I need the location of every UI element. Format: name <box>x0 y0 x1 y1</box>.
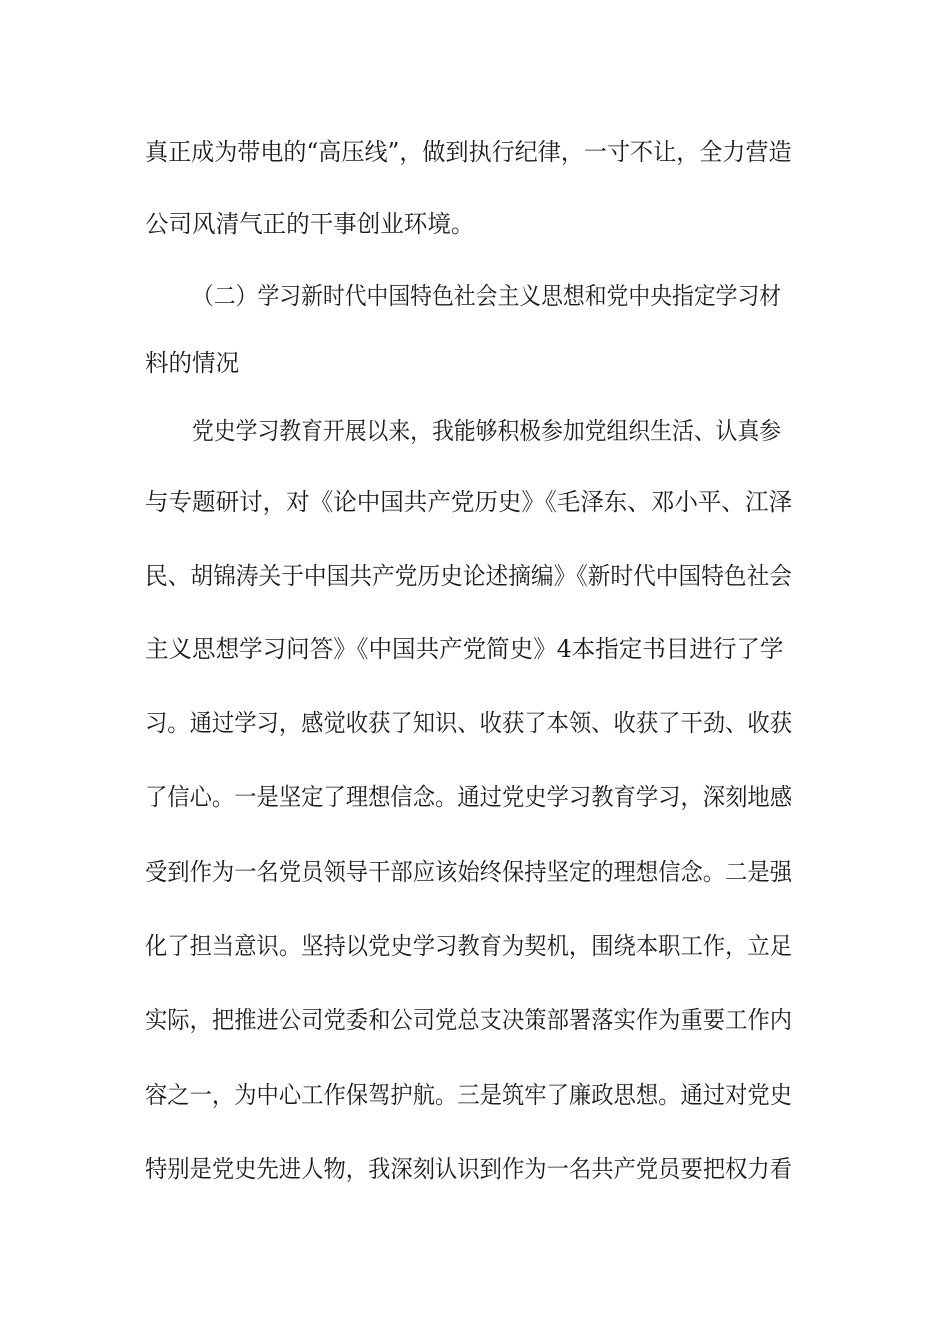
paragraph-line: 与专题研讨，对《论中国共产党历史》《毛泽东、邓小平、江泽 <box>145 488 792 516</box>
paragraph-line: 受到作为一名党员领导干部应该始终保持坚定的理想信念。二是强 <box>145 858 792 886</box>
section-heading: （二）学习新时代中国特色社会主义思想和党中央指定学习材 <box>192 282 782 310</box>
paragraph-line: 化了担当意识。坚持以党史学习教育为契机，围绕本职工作，立足 <box>145 932 792 960</box>
paragraph-line: 公司风清气正的干事创业环境。 <box>145 210 475 238</box>
section-heading: 料的情况 <box>145 349 240 377</box>
paragraph-line: 民、胡锦涛关于中国共产党历史论述摘编》《新时代中国特色社会 <box>145 562 792 590</box>
paragraph-line: 真正成为带电的“高压线”，做到执行纪律，一寸不让，全力营造 <box>145 138 792 166</box>
paragraph-line: 实际，把推进公司党委和公司党总支决策部署落实作为重要工作内 <box>145 1006 792 1034</box>
paragraph-line: 党史学习教育开展以来，我能够积极参加党组织生活、认真参 <box>192 417 782 445</box>
paragraph-line: 容之一，为中心工作保驾护航。三是筑牢了廉政思想。通过对党史 <box>145 1081 792 1109</box>
paragraph-line: 习。通过学习，感觉收获了知识、收获了本领、收获了干劲、收获 <box>145 709 792 737</box>
paragraph-line: 特别是党史先进人物，我深刻认识到作为一名共产党员要把权力看 <box>145 1155 792 1183</box>
paragraph-line: 了信心。一是坚定了理想信念。通过党史学习教育学习，深刻地感 <box>145 783 792 811</box>
paragraph-line: 主义思想学习问答》《中国共产党简史》4本指定书目进行了学 <box>145 635 784 663</box>
